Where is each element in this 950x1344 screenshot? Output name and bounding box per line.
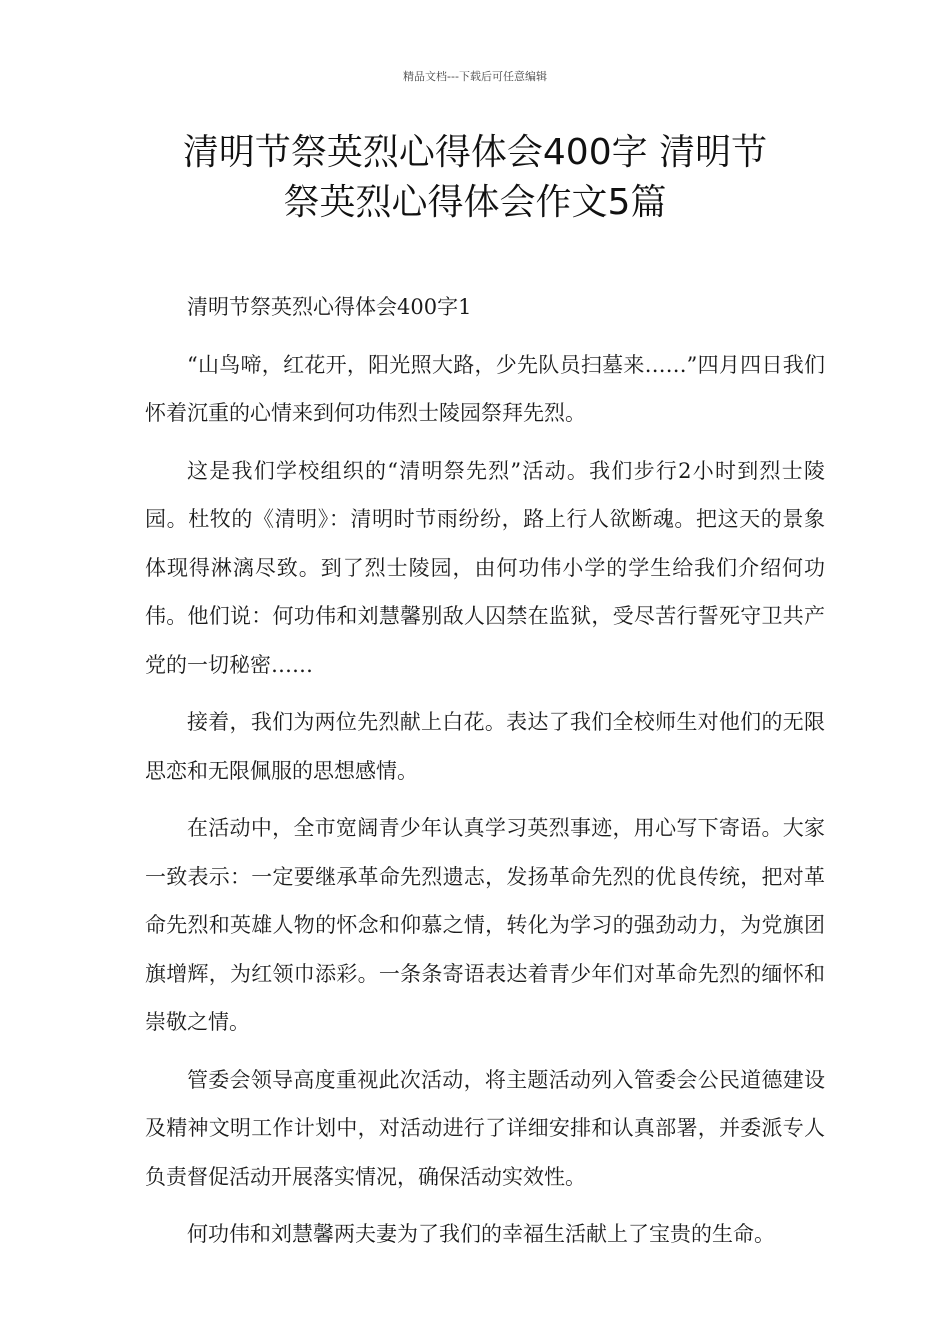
paragraph: 管委会领导高度重视此次活动，将主题活动列入管委会公民道德建设及精神文明工作计划中，对活动进行了详细安排和认真部署，并委派专人负责督促活动开展落实情况，确保活动实效性。 xyxy=(145,1067,825,1189)
document-body xyxy=(145,283,825,1259)
paragraph: 这是我们学校组织的“清明祭先烈”活动。我们步行2小时到烈士陵园。杜牧的《清明》：清明时节雨纷纷，路上行人欲断魂。把这天的景象体现得淋漓尽致。到了烈士陵园，由何功伟小学的学生给我们介绍何功伟。他们说：何功伟和刘慧馨别敌人囚禁在监狱，受尽苦行誓死守卫共产党的一切秘密…… xyxy=(145,458,825,677)
header-note: 精品文档---下载后可任意编辑 xyxy=(403,70,547,83)
document-title xyxy=(110,128,840,228)
paragraph: 在活动中，全市宽阔青少年认真学习英烈事迹，用心写下寄语。大家一致表示：一定要继承革命先烈遗志，发扬革命先烈的优良传统，把对革命先烈和英雄人物的怀念和仰慕之情，转化为学习的强劲动力，为党旗团旗增辉，为红领巾添彩。一条条寄语表达着青少年们对革命先烈的缅怀和崇敬之情。 xyxy=(145,816,825,1034)
paragraph-subtitle: 清明节祭英烈心得体会400字1 xyxy=(187,295,472,319)
title-line-1: 清明节祭英烈心得体会400字 清明节 xyxy=(182,132,768,173)
paragraph: “山鸟啼，红花开，阳光照大路，少先队员扫墓来……”四月四日我们怀着沉重的心情来到何功伟烈士陵园祭拜先烈。 xyxy=(145,352,825,425)
title-line-2: 祭英烈心得体会作文5篇 xyxy=(283,182,667,223)
paragraph: 何功伟和刘慧馨两夫妻为了我们的幸福生活献上了宝贵的生命。 xyxy=(187,1222,775,1246)
paragraph: 接着，我们为两位先烈献上白花。表达了我们全校师生对他们的无限思恋和无限佩服的思想感情。 xyxy=(145,710,825,783)
